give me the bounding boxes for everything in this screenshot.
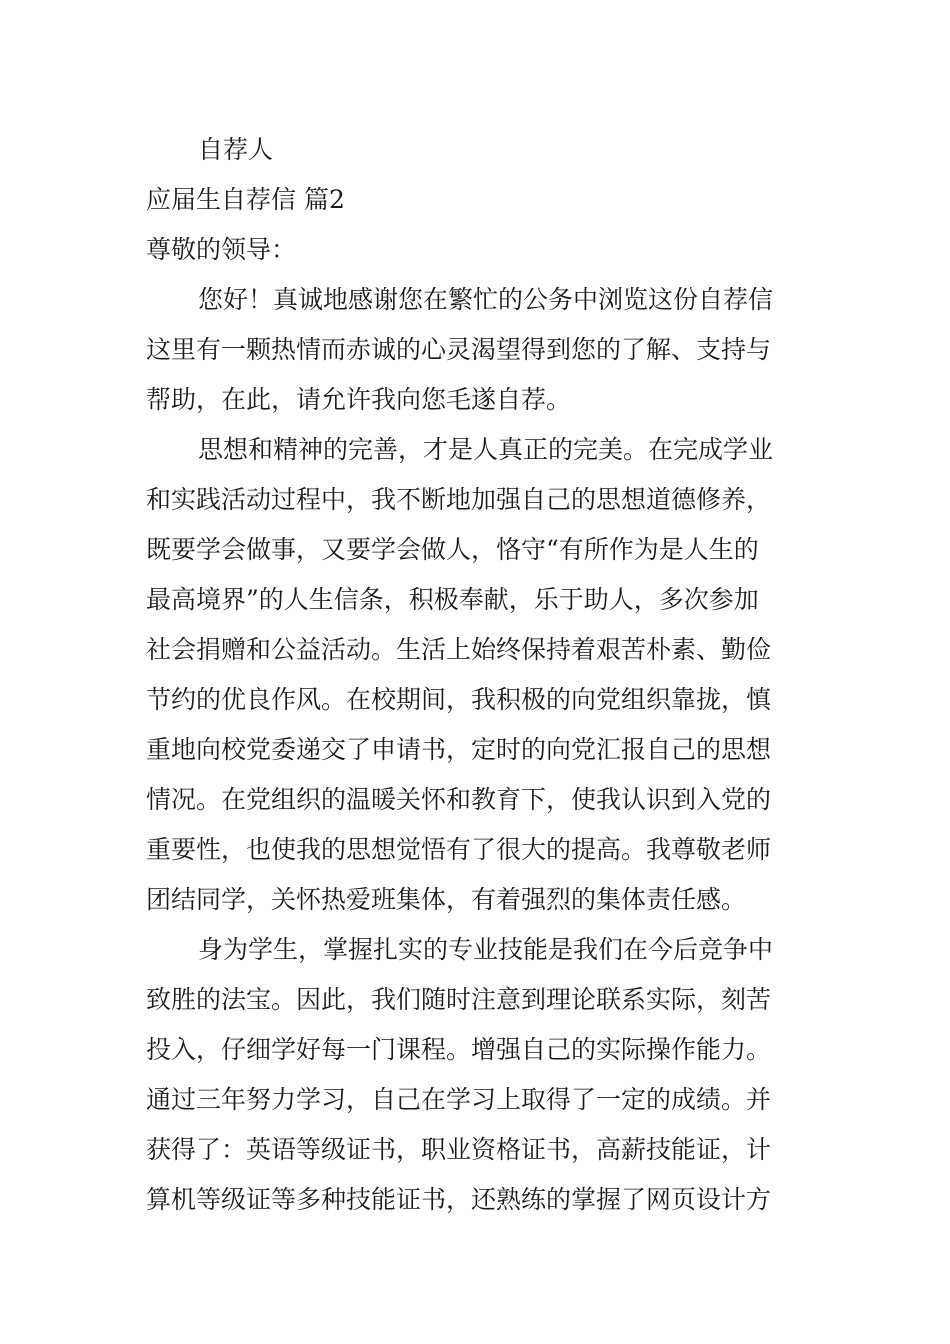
body-line: 这里有一颗热情而赤诚的心灵渴望得到您的了解、支持与	[146, 335, 772, 364]
body-line: 重地向校党委递交了申请书，定时的向党汇报自己的思想	[146, 735, 772, 764]
body-line: 情况。在党组织的温暖关怀和教育下，使我认识到入党的	[146, 785, 772, 814]
body-line: 算机等级证等多种技能证书，还熟练的掌握了网页设计方	[146, 1185, 772, 1214]
body-line: 投入，仔细学好每一门课程。增强自己的实际操作能力。	[146, 1035, 772, 1064]
body-line: 重要性，也使我的思想觉悟有了很大的提高。我尊敬老师	[146, 835, 772, 864]
body-line: 社会捐赠和公益活动。生活上始终保持着艰苦朴素、勤俭	[146, 635, 772, 664]
body-line: 既要学会做事，又要学会做人，恪守“有所作为是人生的	[146, 535, 759, 564]
signature-line: 自荐人	[198, 135, 274, 164]
body-line: 获得了：英语等级证书，职业资格证书，高薪技能证，计	[146, 1135, 772, 1164]
body-line: 团结同学，关怀热爱班集体，有着强烈的集体责任感。	[146, 885, 747, 914]
body-line: 节约的优良作风。在校期间，我积极的向党组织靠拢，慎	[146, 685, 772, 714]
section-title: 应届生自荐信 篇2	[146, 185, 345, 214]
salutation: 尊敬的领导：	[146, 235, 297, 264]
body-line: 和实践活动过程中，我不断地加强自己的思想道德修养，	[146, 485, 772, 514]
body-line: 思想和精神的完善，才是人真正的完美。在完成学业	[198, 435, 774, 464]
body-line: 身为学生，掌握扎实的专业技能是我们在今后竞争中	[198, 935, 774, 964]
body-line: 通过三年努力学习，自己在学习上取得了一定的成绩。并	[146, 1085, 772, 1114]
body-line: 最高境界”的人生信条，积极奉献，乐于助人，多次参加	[146, 585, 759, 614]
body-line: 您好！真诚地感谢您在繁忙的公务中浏览这份自荐信	[198, 285, 774, 314]
body-line: 帮助，在此，请允许我向您毛遂自荐。	[146, 385, 572, 414]
body-line: 致胜的法宝。因此，我们随时注意到理论联系实际，刻苦	[146, 985, 772, 1014]
